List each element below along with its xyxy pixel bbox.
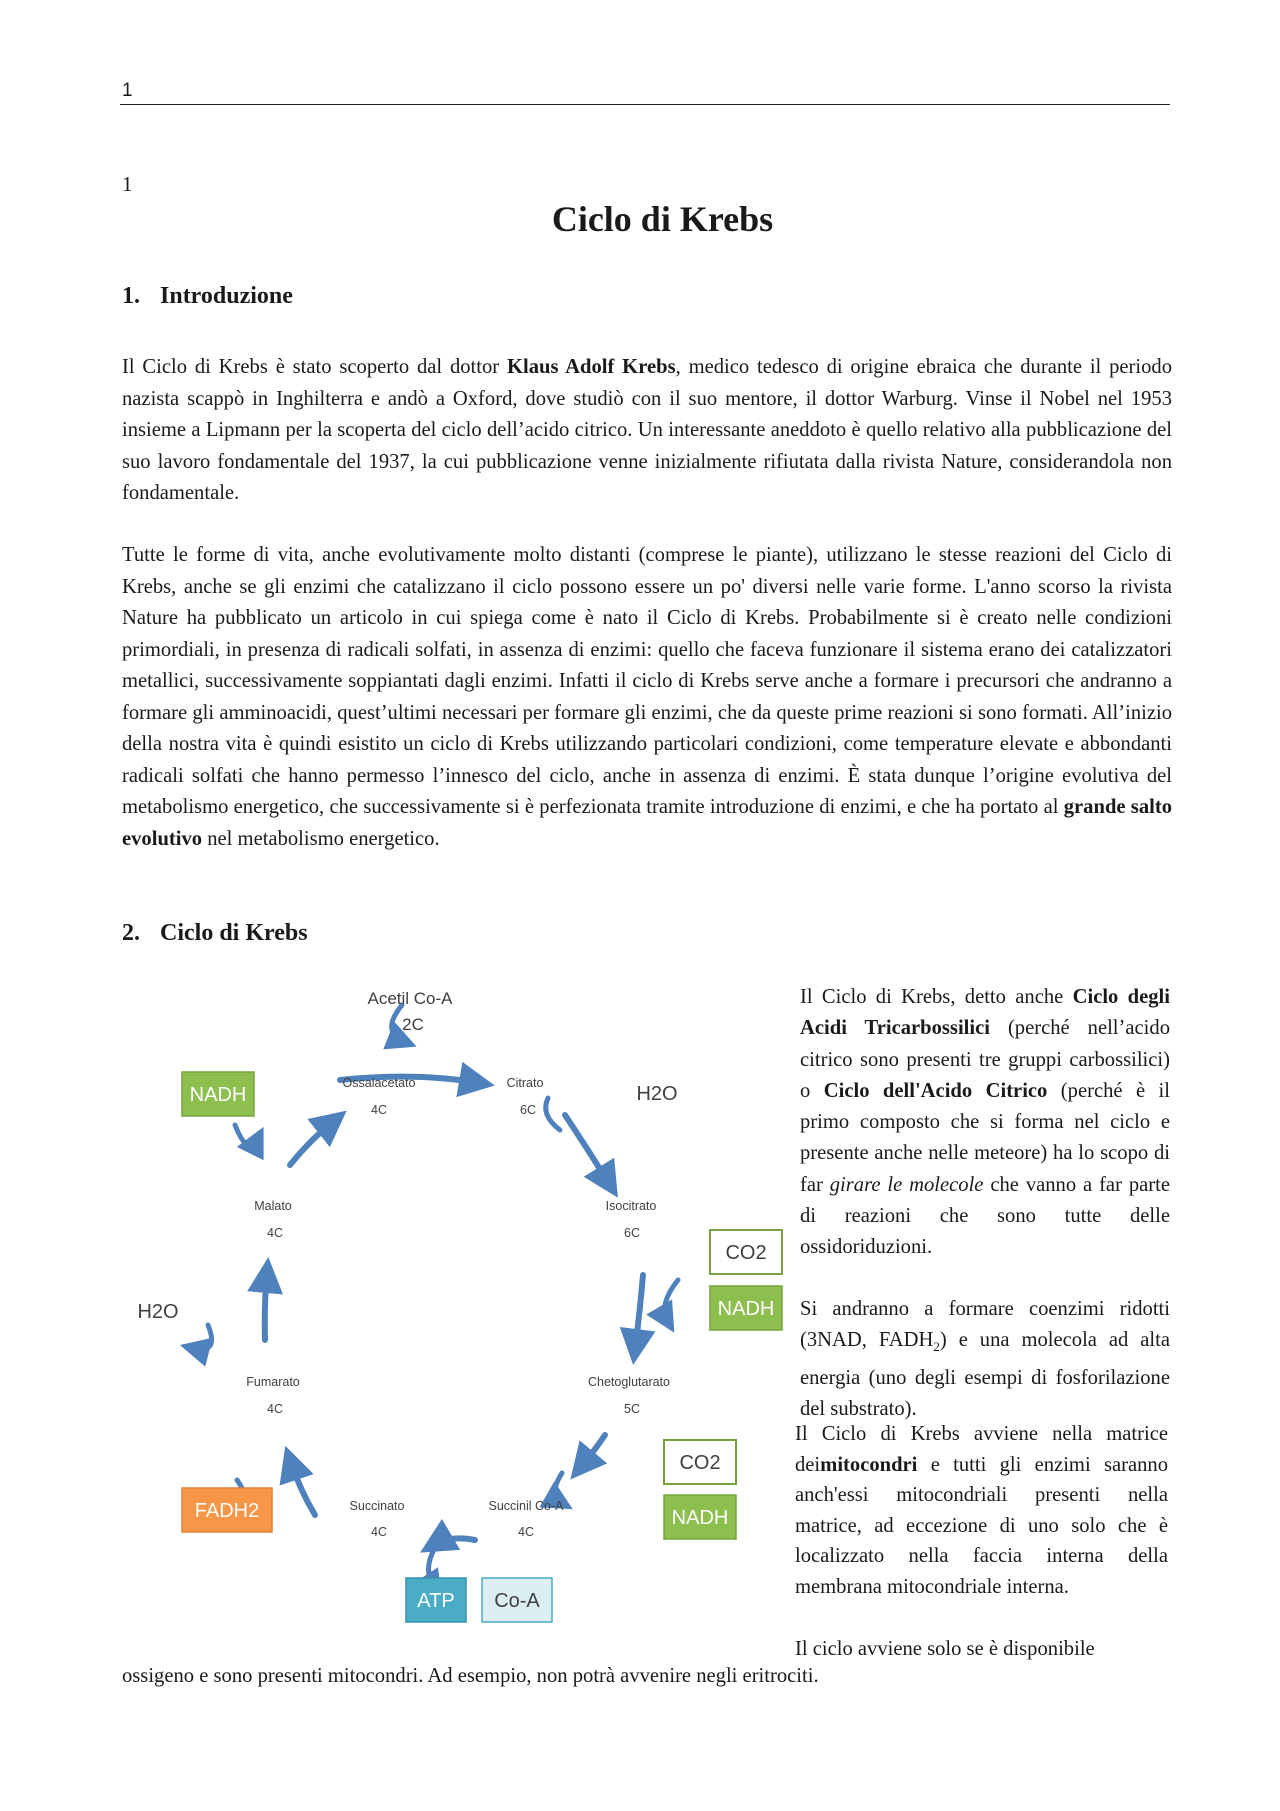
section-heading-ciclo xyxy=(122,920,308,947)
arrow-nadh-top xyxy=(235,1125,258,1146)
header-rule xyxy=(120,104,1170,105)
arrow-chetoglutarato-succinilcoa xyxy=(580,1435,605,1468)
text-run: (perché è il primo composto che si forma nel ciclo e presente anche nelle meteore) ha lo scopo di far xyxy=(800,1079,1170,1196)
node-fumarato-carbons: 4C xyxy=(267,1402,283,1416)
cycle-arrows xyxy=(265,1077,643,1545)
bold-name-krebs: Klaus Adolf Krebs xyxy=(506,356,676,378)
h2o-right-label: H2O xyxy=(636,1083,678,1105)
node-succinilcoa: Succinil Co-A xyxy=(488,1499,564,1513)
h2o-left-label: H2O xyxy=(137,1301,179,1323)
node-isocitrato: Isocitrato xyxy=(605,1199,657,1213)
text-run: Si andranno a formare coenzimi ridotti (3NAD, FADH xyxy=(800,1298,1170,1352)
fadh2-label: FADH2 xyxy=(194,1500,260,1522)
section-number: 2. xyxy=(122,920,140,946)
side-paragraph-2 xyxy=(800,1294,1170,1425)
text-run: e tutti gli enzimi saranno anch'essi mitocondriali presenti nella matrice, ad eccezione di uno solo che è localizzato nella faccia interna della membrana mitocondriale interna. xyxy=(795,1453,1168,1598)
text-run: Il Ciclo di Krebs è stato scoperto dal dottor xyxy=(122,356,507,378)
atp-label: ATP xyxy=(417,1590,455,1612)
acetil-coa-label: Acetil Co-A xyxy=(367,989,453,1008)
arrow-co2-right xyxy=(665,1280,678,1322)
bold-grande-salto: grande salto evolutivo xyxy=(122,796,1172,850)
arrow-citrato-isocitrato xyxy=(565,1115,610,1185)
side-paragraph-1 xyxy=(800,982,1170,1264)
node-ossalacetato: Ossalacetato xyxy=(342,1076,416,1090)
arrow-malato-ossalacetato xyxy=(290,1120,335,1165)
node-fumarato: Fumarato xyxy=(246,1375,300,1389)
arrow-fumarato-malato xyxy=(265,1272,267,1340)
text-run: (perché nell’acido citrico sono presenti tre gruppi carbossilici) o xyxy=(800,1017,1170,1102)
node-isocitrato-carbons: 6C xyxy=(624,1226,640,1240)
bold-acido-citrico: Ciclo dell'Acido Citrico xyxy=(823,1079,1048,1102)
subscript: 2 xyxy=(933,1339,940,1355)
node-citrato-carbons: 6C xyxy=(520,1103,536,1117)
text-run: nel metabolismo energetico. xyxy=(202,827,440,850)
text-run: Il Ciclo di Krebs avviene nella matrice dei xyxy=(795,1423,1168,1476)
node-malato: Malato xyxy=(254,1199,292,1213)
node-succinilcoa-carbons: 4C xyxy=(518,1525,534,1539)
arrow-h2o-left xyxy=(192,1325,212,1349)
side-paragraph-4-line-2: ossigeno e sono presenti mitocondri. Ad esempio, non potrà avvenire negli eritrociti. xyxy=(122,1665,819,1687)
node-chetoglutarato-carbons: 5C xyxy=(624,1402,640,1416)
node-citrato: Citrato xyxy=(506,1076,544,1090)
section-title: Introduzione xyxy=(160,283,293,309)
side-paragraph-3 xyxy=(795,1419,1168,1602)
section-number: 1. xyxy=(122,283,140,309)
side-paragraph-4-line-1: Il ciclo avviene solo se è disponibile xyxy=(795,1638,1095,1660)
section-title: Ciclo di Krebs xyxy=(160,920,308,946)
co2-bottom-label: CO2 xyxy=(679,1452,721,1474)
intro-paragraph-1 xyxy=(122,352,1172,510)
co2-right-label: CO2 xyxy=(725,1242,767,1264)
acetil-coa-carbons: 2C xyxy=(402,1015,424,1034)
text-run: ) e una molecola ad alta energia (uno degli esempi di fosforilazione del substrato). xyxy=(800,1329,1170,1420)
text-run: Tutte le forme di vita, anche evolutivamente molto distanti (comprese le piante), utilizzano le stesse reazioni del Ciclo di Krebs, anche se gli enzimi che catalizzano il ciclo possono essere un po' diversi nelle varie forme. L'anno scorso la rivista Nature ha pubblicato un articolo in cui spiega come è nato il Ciclo di Krebs. Probabilmente si è creato nelle condizioni primordiali, in presenza di radicali solfati, in assenza di enzimi: quello che faceva funzionare il sistema erano dei catalizzatori metallici, successivamente soppiantati dagli enzimi. Infatti il ciclo di Krebs serve anche a formare i precursori che andranno a formare gli amminoacidi, quest’ultimi necessari per formare gli enzimi, che da queste prime reazioni si sono formati. All’inizio della nostra vita è quindi esistito un ciclo di Krebs utilizzando particolari condizioni, come temperature elevate e abbondanti radicali solfati che hanno permesso l’innesco del ciclo, anche in assenza di enzimi. È stata dunque l’origine evolutiva del metabolismo energetico, che successivamente si è perfezionata tramite introduzione di enzimi, e che ha portato al xyxy=(122,544,1172,818)
arrow-isocitrato-chetoglutarato xyxy=(635,1275,643,1350)
header-page-number: 1 xyxy=(122,80,133,101)
bold-mitocondri: mitocondri xyxy=(820,1453,918,1476)
arrow-succinato-fumarato xyxy=(290,1460,315,1515)
arrow-succinilcoa-succinato xyxy=(433,1538,475,1545)
krebs-cycle-diagram xyxy=(130,980,790,1660)
nadh-right-label: NADH xyxy=(717,1298,775,1320)
node-succinato: Succinato xyxy=(349,1499,405,1513)
node-chetoglutarato: Chetoglutarato xyxy=(587,1375,671,1389)
section-heading-introduzione xyxy=(122,283,293,310)
krebs-cycle-svg xyxy=(130,980,790,1660)
document-title: Ciclo di Krebs xyxy=(551,199,774,239)
text-run: , medico tedesco di origine ebraica che durante il periodo nazista scappò in Inghilterra e andò a Oxford, dove studiò con il suo mentore, il dottor Warburg. Vinse il Nobel nel 1953 insieme a Lipmann per la scoperta del ciclo dell’acido citrico. Un interessante aneddoto è quello relativo alla pubblicazione del suo lavoro fondamentale del 1937, la cui pubblicazione venne inizialmente rifiutata dalla rivista Nature, considerandola non fondamentale. xyxy=(122,356,1172,504)
text-run: che vanno a far parte di reazioni che sono tutte delle ossidoriduzioni. xyxy=(800,1173,1170,1259)
nadh-bottom-label: NADH xyxy=(671,1507,729,1529)
node-malato-carbons: 4C xyxy=(267,1226,283,1240)
bold-tricarbossilici: Ciclo degli Acidi Tricarbossilici xyxy=(800,986,1170,1040)
intro-paragraph-2 xyxy=(122,540,1172,855)
node-ossalacetato-carbons: 4C xyxy=(371,1103,387,1117)
node-succinato-carbons: 4C xyxy=(371,1525,387,1539)
text-run: Il Ciclo di Krebs, detto anche xyxy=(800,986,1073,1008)
coa-label: Co-A xyxy=(494,1590,540,1612)
nadh-top-label: NADH xyxy=(189,1084,247,1106)
italic-girare: girare le molecole xyxy=(829,1173,984,1196)
page-number: 1 xyxy=(122,172,133,196)
arrow-h2o-right xyxy=(546,1098,560,1130)
